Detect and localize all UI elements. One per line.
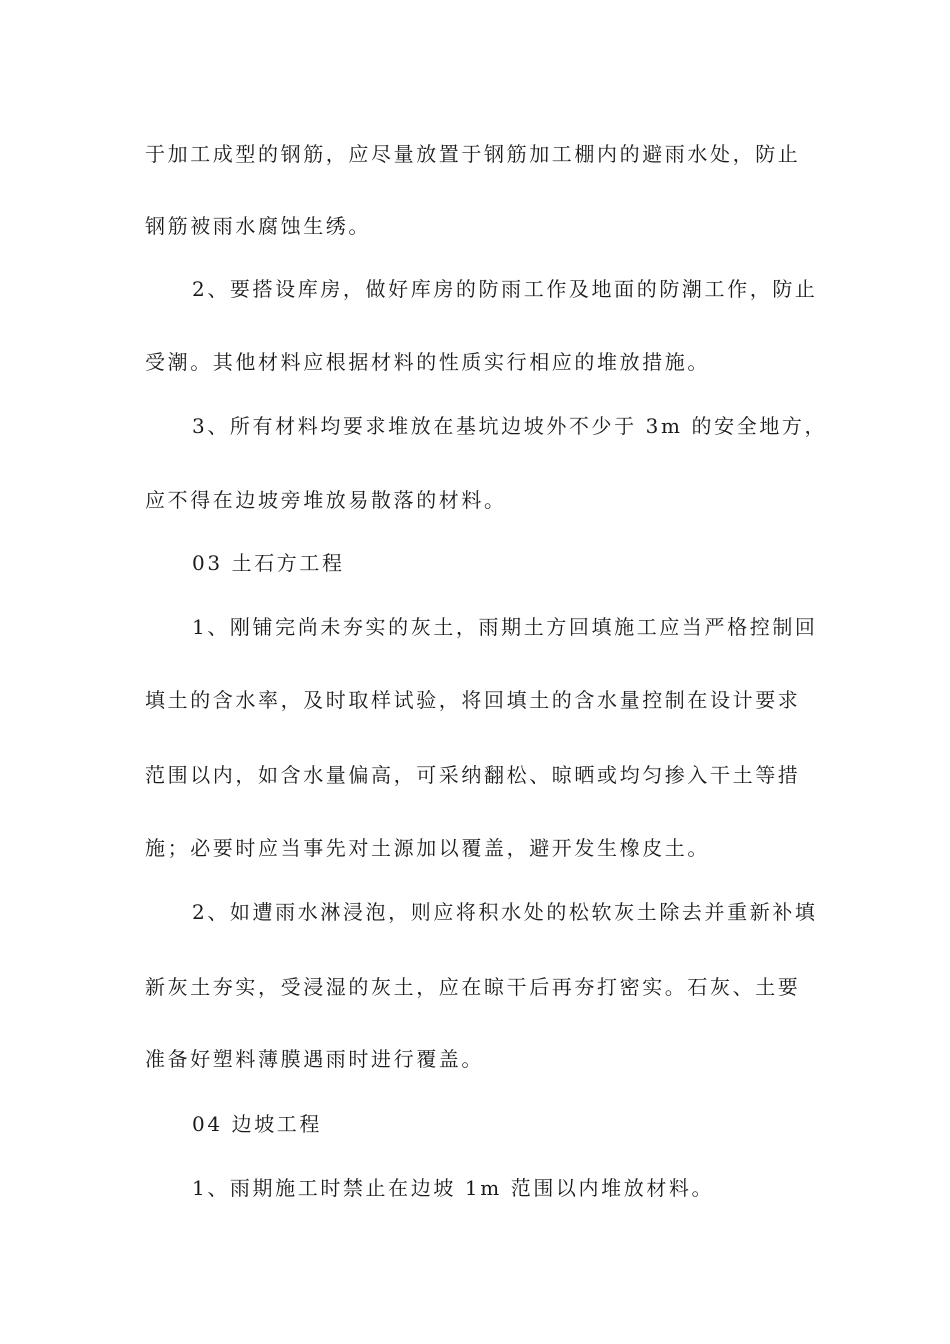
paragraph-line: 范围以内，如含水量偏高，可采纳翻松、晾晒或均匀掺入干土等措 bbox=[145, 763, 801, 787]
paragraph-line: 应不得在边坡旁堆放易散落的材料。 bbox=[145, 488, 507, 512]
paragraph-line: 钢筋被雨水腐蚀生绣。 bbox=[145, 214, 371, 238]
paragraph-line: 2、要搭设库房，做好库房的防雨工作及地面的防潮工作，防止 bbox=[192, 277, 818, 301]
section-heading: 04 边坡工程 bbox=[192, 1112, 323, 1136]
paragraph-line: 新灰土夯实，受浸湿的灰土，应在晾干后再夯打密实。石灰、土要 bbox=[145, 975, 801, 999]
paragraph-line: 1、雨期施工时禁止在边坡 1m 范围以内堆放材料。 bbox=[192, 1176, 715, 1200]
section-heading: 03 土石方工程 bbox=[192, 551, 345, 575]
paragraph-line: 受潮。其他材料应根据材料的性质实行相应的堆放措施。 bbox=[145, 350, 710, 374]
paragraph-line: 2、如遭雨水淋浸泡，则应将积水处的松软灰土除去并重新补填 bbox=[192, 900, 818, 924]
paragraph-line: 1、刚铺完尚未夯实的灰土，雨期土方回填施工应当严格控制回 bbox=[192, 615, 818, 639]
paragraph-line: 施；必要时应当事先对土源加以覆盖，避开发生橡皮土。 bbox=[145, 836, 710, 860]
paragraph-line: 3、所有材料均要求堆放在基坑边坡外不少于 3m 的安全地方， bbox=[192, 414, 828, 438]
paragraph-line: 准备好塑料薄膜遇雨时进行覆盖。 bbox=[145, 1047, 484, 1071]
paragraph-line: 于加工成型的钢筋，应尽量放置于钢筋加工棚内的避雨水处，防止 bbox=[145, 142, 801, 166]
paragraph-line: 填土的含水率，及时取样试验，将回填土的含水量控制在设计要求 bbox=[145, 688, 801, 712]
